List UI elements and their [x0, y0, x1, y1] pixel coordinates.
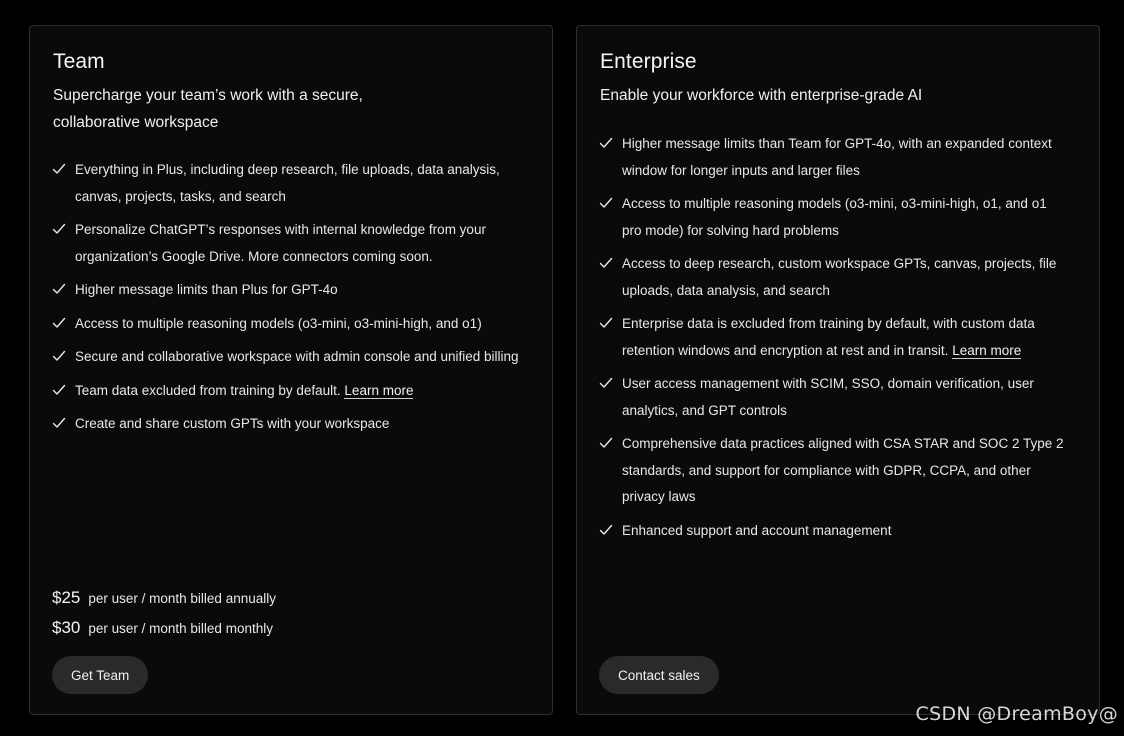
check-icon	[52, 282, 66, 296]
monthly-price-description: per user / month billed monthly	[88, 621, 273, 636]
team-plan-card	[29, 25, 553, 715]
feature-item	[599, 431, 1069, 511]
get-team-button[interactable]: Get Team	[52, 656, 148, 694]
feature-text: Team data excluded from training by default.	[75, 382, 341, 398]
feature-text: Everything in Plus, including deep research, file uploads, data analysis, canvas, projects, tasks, and search	[75, 162, 500, 204]
feature-item	[599, 191, 1069, 244]
check-icon	[599, 523, 613, 537]
feature-text: Secure and collaborative workspace with admin console and unified billing	[75, 349, 519, 364]
feature-item	[52, 157, 522, 210]
feature-item	[52, 217, 522, 270]
feature-text: Create and share custom GPTs with your workspace	[75, 416, 390, 431]
feature-text: Higher message limits than Plus for GPT-4o	[75, 282, 338, 297]
check-icon	[599, 256, 613, 270]
team-price-annual	[52, 588, 276, 608]
feature-text: Access to deep research, custom workspace GPTs, canvas, projects, file uploads, data analysis, and search	[622, 256, 1057, 298]
annual-price-amount: $25	[52, 588, 81, 607]
feature-item	[52, 311, 522, 338]
feature-item	[52, 344, 522, 371]
check-icon	[52, 222, 66, 236]
feature-text: Enterprise data is excluded from training by default, with custom data retention windows and encryption at rest and in transit.	[622, 316, 1035, 358]
check-icon	[599, 196, 613, 210]
feature-item	[599, 131, 1069, 184]
check-icon	[599, 436, 613, 450]
feature-text: Enhanced support and account management	[622, 522, 892, 538]
feature-item	[599, 311, 1069, 364]
check-icon	[52, 162, 66, 176]
feature-item	[52, 378, 522, 405]
feature-item	[599, 371, 1069, 424]
enterprise-feature-list	[599, 131, 1069, 551]
feature-item	[52, 411, 522, 438]
feature-text: Access to multiple reasoning models (o3-mini, o3-mini-high, o1, and o1 pro mode) for solving hard problems	[622, 196, 1047, 238]
check-icon	[52, 416, 66, 430]
feature-text: Higher message limits than Team for GPT-4o, with an expanded context window for longer inputs and larger files	[622, 136, 1052, 178]
enterprise-plan-subtitle: Enable your workforce with enterprise-grade AI	[600, 87, 923, 104]
feature-text: Personalize ChatGPT’s responses with internal knowledge from your organization’s Google Drive. More connectors coming soon.	[75, 222, 486, 264]
enterprise-plan-title: Enterprise	[600, 50, 697, 73]
feature-text: Access to multiple reasoning models (o3-mini, o3-mini-high, and o1)	[75, 315, 482, 331]
check-icon	[52, 383, 66, 397]
feature-text: Comprehensive data practices aligned with CSA STAR and SOC 2 Type 2 standards, and support for compliance with GDPR, CCPA, and other privacy laws	[622, 436, 1064, 504]
annual-price-description: per user / month billed annually	[88, 591, 276, 606]
enterprise-plan-card	[576, 25, 1100, 715]
check-icon	[599, 376, 613, 390]
monthly-price-amount: $30	[52, 618, 81, 637]
feature-item	[599, 518, 1069, 545]
learn-more-link[interactable]: Learn more	[952, 342, 1022, 358]
learn-more-link[interactable]: Learn more	[344, 382, 414, 398]
feature-text: User access management with SCIM, SSO, domain verification, user analytics, and GPT controls	[622, 376, 1034, 418]
check-icon	[599, 316, 613, 330]
watermark: CSDN @DreamBoy@	[915, 703, 1118, 725]
contact-sales-button[interactable]: Contact sales	[599, 656, 719, 694]
check-icon	[599, 136, 613, 150]
feature-item	[52, 277, 522, 304]
team-plan-title: Team	[53, 50, 105, 73]
feature-item	[599, 251, 1069, 304]
team-feature-list	[52, 157, 522, 445]
check-icon	[52, 349, 66, 363]
team-plan-subtitle: Supercharge your team’s work with a secure, collaborative workspace	[53, 87, 363, 131]
check-icon	[52, 316, 66, 330]
team-price-monthly	[52, 618, 273, 638]
